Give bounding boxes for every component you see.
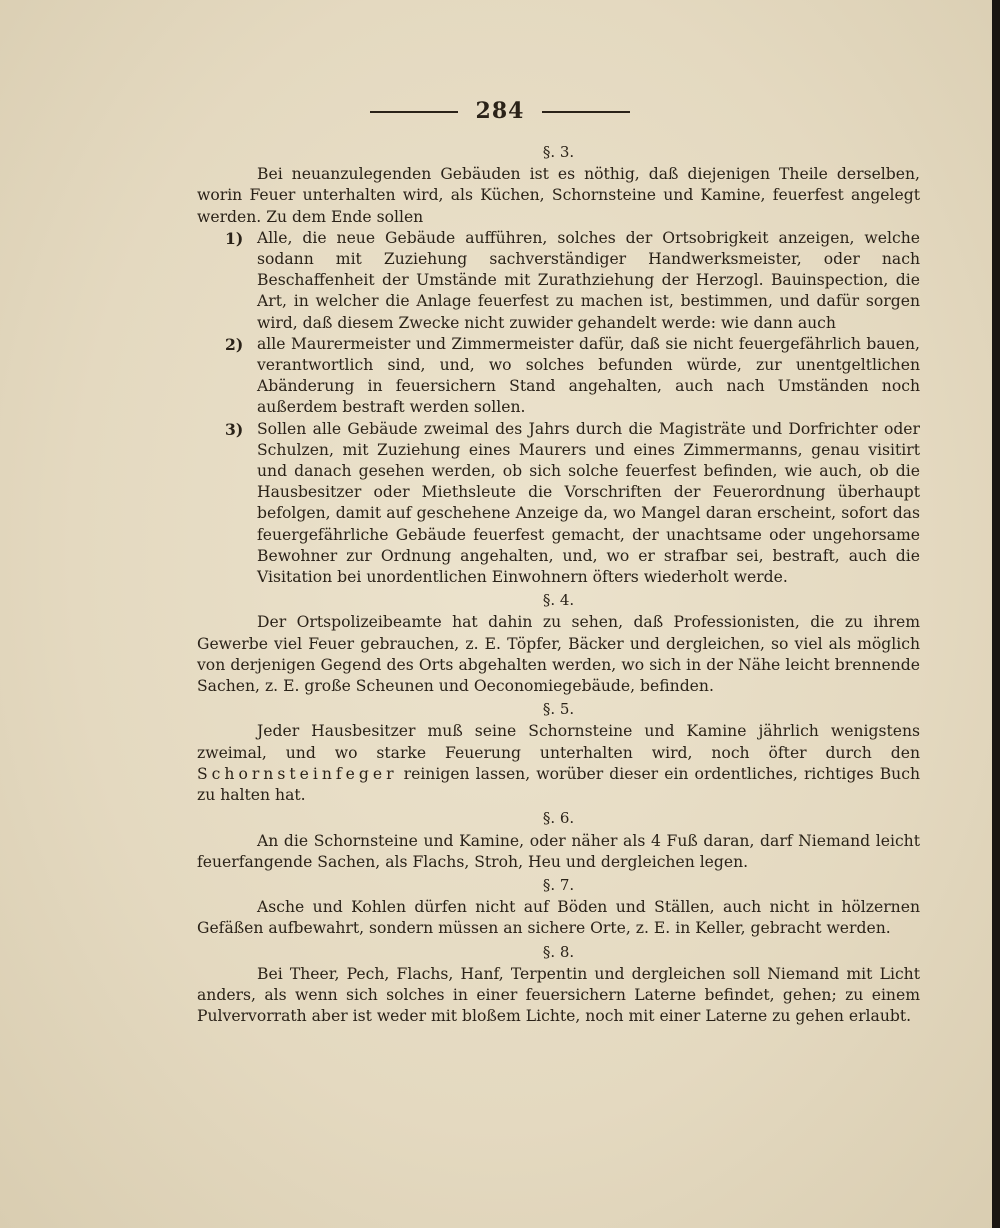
list-item <box>197 419 920 589</box>
list-item-number: 1) <box>225 228 244 248</box>
scan-edge <box>992 0 1000 1228</box>
list-item-number: 2) <box>225 334 244 354</box>
page-header <box>0 98 1000 124</box>
list-item-text: Alle, die neue Gebäude aufführen, solches der Ortsobrigkeit anzeigen, welche sodann mit Zuziehung sachverständiger Handwerksmeister, oder nach Beschaffenheit der Umstände mit Zurathziehung der Herzogl. Bauinspection, die Art, in welcher die Anlage feuerfest zu machen ist, bestimmen, und dafür sorgen wird, daß diesem Zwecke nicht zuwider gehandelt werde: wie dann auch <box>257 228 920 332</box>
section-paragraph <box>197 721 920 806</box>
section-paragraph: Der Ortspolizeibeamte hat dahin zu sehen, daß Professionisten, die zu ihrem Gewerbe viel Feuer gebrauchen, z. E. Töpfer, Bäcker und dergleichen, so viel als möglich von derjenigen Gegend des Orts abgehalten werden, wo sich in der Nähe leicht brennende Sachen, z. E. große Scheunen und Oeconomiegebäude, befinden. <box>197 613 920 696</box>
list-item-text: Sollen alle Gebäude zweimal des Jahrs durch die Magisträte und Dorfrichter oder Schulzen, mit Zuziehung eines Maurers und eines Zimmermanns, genau visitirt und danach gesehen werden, ob sich solche feuerfest befinden, wie auch, ob die Hausbesitzer oder Miethsleute die Vorschriften der Feuerordnung überhaupt befolgen, damit auf geschehene Anzeige da, wo Mangel daran erscheint, sofort das feuergefährliche Gebäude feuerfest gemacht, der unachtsame oder ungehorsame Bewohner zur Ordnung angehalten, und, wo er strafbar sei, bestraft, auch die Visitation bei unordentlichen Einwohnern öfters wiederholt werde. <box>257 419 920 587</box>
page-body <box>197 140 920 1027</box>
section-heading: §. 4. <box>542 591 575 610</box>
list-item-text: alle Maurermeister und Zimmermeister dafür, daß sie nicht feuergefährlich bauen, verantwortlich sind, und, wo solches befunden würde, zur unentgeltlichen Abänderung in feuersichern Stand angehalten, auch nach Umständen noch außerdem bestraft werden sollen. <box>257 334 920 417</box>
section-paragraph: Bei neuanzulegenden Gebäuden ist es nöthig, daß diejenigen Theile derselben, worin Feuer unterhalten wird, als Küchen, Schornsteine und Kamine, feuerfest angelegt werden. Zu dem Ende sollen <box>197 165 920 226</box>
list-item <box>197 334 920 419</box>
section-heading: §. 5. <box>542 700 575 719</box>
paragraph-text: reinigen lassen, worüber dieser ein ordentliches, richtiges Buch zu halten hat. <box>197 764 920 805</box>
section-heading: §. 8. <box>542 942 575 961</box>
header-rule-left <box>370 111 458 113</box>
section-paragraph: An die Schornsteine und Kamine, oder näher als 4 Fuß daran, darf Niemand leicht feuerfangende Sachen, als Flachs, Stroh, Heu und dergleichen legen. <box>197 831 920 871</box>
header-rule-right <box>542 111 630 113</box>
section-heading: §. 7. <box>542 875 575 894</box>
numbered-list <box>197 228 920 588</box>
list-item-number: 3) <box>225 419 244 439</box>
section-heading: §. 6. <box>542 809 575 828</box>
section-paragraph: Bei Theer, Pech, Flachs, Hanf, Terpentin und dergleichen soll Niemand mit Licht anders, als wenn sich solches in einer feuersichern Laterne befindet, gehen; zu einem Pulvervorrath aber ist weder mit bloßem Lichte, noch mit einer Laterne zu gehen erlaubt. <box>197 964 920 1026</box>
section-heading: §. 3. <box>542 143 575 161</box>
paragraph-text: Jeder Hausbesitzer muß seine Schornsteine und Kamine jährlich wenigstens zweimal, und wo starke Feuerung unterhalten wird, noch öfter durch den <box>197 722 920 762</box>
section-paragraph: Asche und Kohlen dürfen nicht auf Böden und Ställen, auch nicht in hölzernen Gefäßen aufbewahrt, sondern müssen an sichere Orte, z. E. in Keller, gebracht werden. <box>197 898 920 938</box>
list-item <box>197 228 920 334</box>
spaced-emphasis-word: Schornsteinfeger <box>197 764 398 783</box>
page-number: 284 <box>475 98 525 124</box>
